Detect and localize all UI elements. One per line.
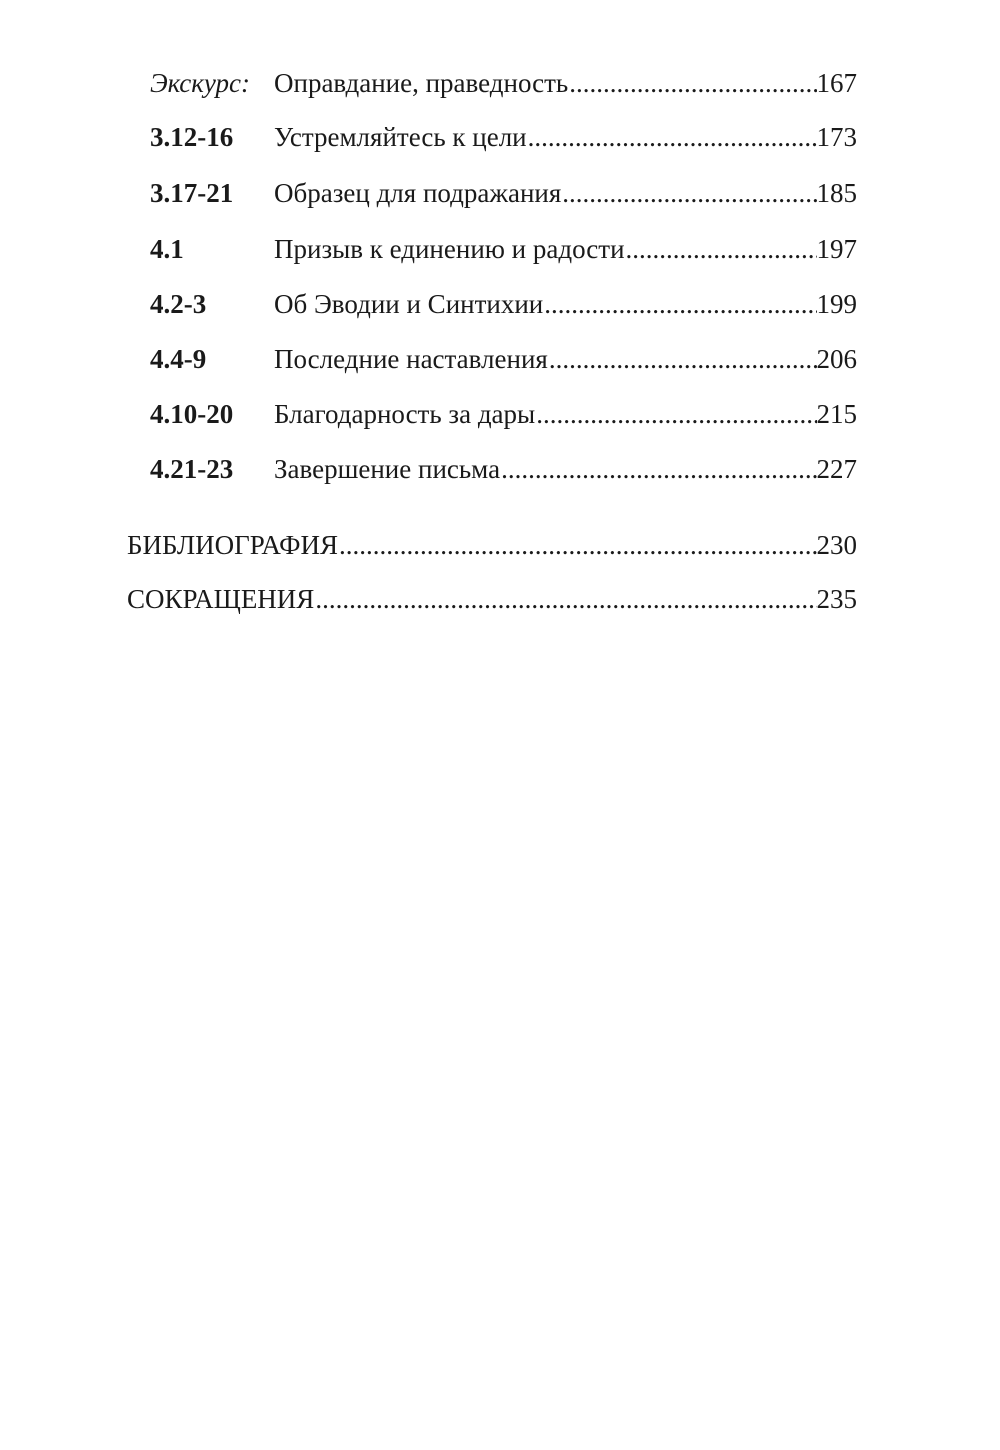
toc-entry xyxy=(150,284,857,324)
toc-entry-number: 4.21-23 xyxy=(150,454,234,484)
toc-entry-title: Оправдание, праведность xyxy=(274,68,569,98)
toc-entry-page: 167 xyxy=(816,68,857,98)
toc-section-bibliography xyxy=(127,525,857,565)
toc-entry-title: Устремляйтесь к цели xyxy=(274,122,527,152)
dot-leader xyxy=(527,117,817,157)
toc-section-page: 230 xyxy=(816,530,857,560)
toc-entry-number: 3.12-16 xyxy=(150,122,234,152)
dot-leader xyxy=(314,579,816,619)
dot-leader xyxy=(625,229,817,269)
dot-leader xyxy=(548,339,817,379)
toc-entry-page: 173 xyxy=(816,122,857,152)
toc-entry xyxy=(150,173,857,213)
toc-entry-page: 185 xyxy=(816,178,857,208)
toc-section-title: БИБЛИОГРАФИЯ xyxy=(127,530,338,560)
toc-entry-excursus xyxy=(150,63,857,103)
toc-entry-number: 3.17-21 xyxy=(150,178,234,208)
toc-entry xyxy=(150,117,857,157)
toc-entry-title: Образец для подражания xyxy=(274,178,562,208)
toc-entry-number: 4.1 xyxy=(150,234,184,264)
toc-entry-page: 227 xyxy=(816,454,857,484)
toc-entry-number: Экскурс: xyxy=(150,68,250,98)
toc-entry xyxy=(150,229,857,269)
dot-leader xyxy=(338,525,817,565)
toc-entry-number: 4.2-3 xyxy=(150,289,207,319)
dot-leader xyxy=(561,173,816,213)
toc-entry-title: Последние наставления xyxy=(274,344,548,374)
toc-entry-number: 4.4-9 xyxy=(150,344,207,374)
dot-leader xyxy=(535,394,816,434)
toc-entry-page: 215 xyxy=(816,399,857,429)
toc-entry xyxy=(150,449,857,489)
toc-section-page: 235 xyxy=(816,584,857,614)
toc-entry-title: Завершение письма xyxy=(274,454,501,484)
toc-entry-page: 206 xyxy=(816,344,857,374)
toc-entry xyxy=(150,339,857,379)
toc-entry-title: Об Эводии и Синтихии xyxy=(274,289,544,319)
toc-entry-title: Благодарность за дары xyxy=(274,399,536,429)
dot-leader xyxy=(500,449,816,489)
toc-entry-number: 4.10-20 xyxy=(150,399,234,429)
toc-entry-title: Призыв к единению и радости xyxy=(274,234,625,264)
toc-entry-page: 199 xyxy=(816,289,857,319)
toc-section-abbreviations xyxy=(127,579,857,619)
toc-section-title: СОКРАЩЕНИЯ xyxy=(127,584,315,614)
dot-leader xyxy=(568,63,816,103)
toc-entry xyxy=(150,394,857,434)
dot-leader xyxy=(543,284,816,324)
toc-entry-page: 197 xyxy=(816,234,857,264)
